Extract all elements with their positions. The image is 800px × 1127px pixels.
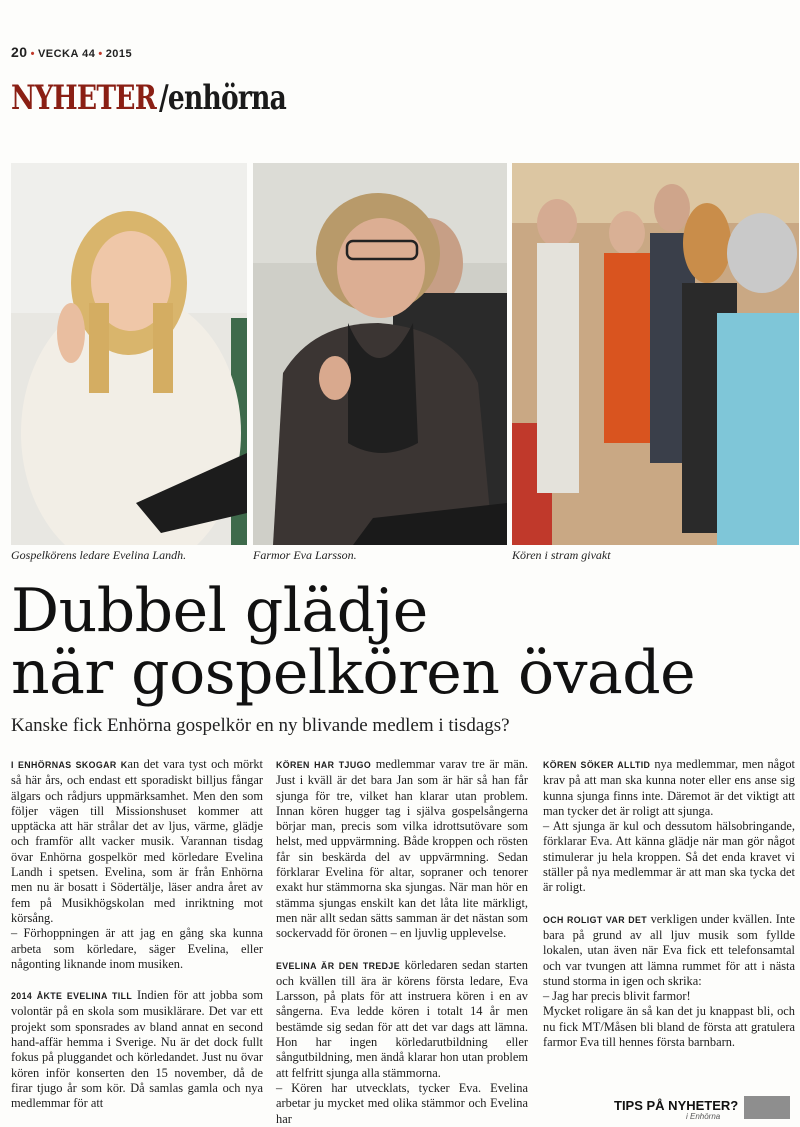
news-tips-label: TIPS PÅ NYHETER?: [614, 1098, 739, 1113]
paragraph: [11, 757, 263, 926]
paragraph-lead: OCH ROLIGT VAR DET: [543, 914, 648, 925]
headline-line-2: när gospelkören övade: [11, 638, 696, 708]
article-column-1: [11, 757, 263, 1112]
headline-line-1: Dubbel glädje: [11, 576, 428, 646]
paragraph: [276, 757, 528, 942]
photo-caption-2: Farmor Eva Larsson.: [253, 548, 357, 562]
issue-year: 2015: [105, 48, 133, 60]
photo-caption-1: Gospelkörens ledare Evelina Landh.: [11, 548, 187, 562]
issue-week: VECKA 44: [37, 48, 96, 60]
section-primary: NYHETER: [11, 78, 156, 118]
paragraph-lead: EVELINA ÄR DEN TREDJE: [276, 960, 400, 971]
paragraph: [276, 958, 528, 1081]
paragraph-lead: KÖREN HAR TJUGO: [276, 760, 372, 770]
paragraph-text: an det vara tyst och mörkt så här års, och endast ett sporadiskt billjus fångar älgars och rådjurs uppmärksamhet. Men den som följer vägen till Missionshuset kommer att upptäcka att här strålar det av ljus, värme, glädje och framför allt vacker musik. Varannan tisdag övar Enhörna gospelkör med körledare Evelina Landh i spetsen. Evelina, som är från Enhörna men nu är bosatt i Södertälje, läser andra året av fem på Musikhögskolan med inriktning mot körsång.: [11, 757, 264, 925]
paragraph-text: medlemmar varav tre är män. Just i kväll är det bara Jan som är här så han får sjunga för tre, vilket han klarar utan problem. Innan kören hugger tag i själva gospelsångerna börjar man, precis som vilka idrottsutövare som helst, med uppvärmning. Både kroppen och rösten får sin beskärda del av uppvärmning. Sedan förklarar Evelina för altar, sopraner och tenorer exakt hur stämmorna ska sjungas. När man hör en stämma sjungas enskilt kan det låta lite märkligt, men när allt sedan sätts samman är det nästan som sockervadd för öronen – en ljuvlig upplevelse.: [276, 757, 528, 941]
photo-caption-3: Kören i stram givakt: [512, 548, 611, 562]
section-secondary: /enhörna: [158, 78, 286, 118]
paragraph: – Kören har utvecklats, tycker Eva. Evelina arbetar ju mycket med olika stämmor och Evelina har: [276, 1080, 528, 1126]
photo-choir-group: [512, 163, 799, 545]
paragraph: – Jag har precis blivit farmor!: [543, 989, 691, 1004]
paragraph: [543, 757, 795, 819]
page-number: 20: [11, 44, 28, 60]
paragraph-text: körledaren sedan starten och kvällen till ära är körens första ledare, Eva Larsson, på plats för att instruera kören i en av sångerna. Eva ledde kören i totalt 14 år men bestämde sig sedan för att det var dags att lämna. Hon har ingen körledarutbildning eller sångutbildning, men ändå klarar hon utan problem att felfritt sjunga alla stämmorna.: [276, 957, 528, 1080]
paragraph-lead: I ENHÖRNAS SKOGAR K: [11, 760, 128, 770]
article-column-3: [543, 757, 795, 1050]
photo-choir-leader: [11, 163, 247, 545]
paragraph-text: verkligen under kvällen. Inte bara på grund av all ljuv musik som fyllde lokalen, utan även när Eva fick ett telefonsamtal och var tvungen att lämna rummet för att i nästa stund storma in igen och skrika:: [543, 911, 795, 988]
paragraph: [11, 988, 263, 1111]
news-tips-image: [744, 1096, 790, 1119]
news-tips-sub: i Enhörna: [686, 1112, 721, 1121]
photo-eva-larsson: [253, 163, 507, 545]
article-column-2: [276, 757, 528, 1127]
page-folio: 20 • VECKA 44 • 2015: [11, 44, 133, 60]
paragraph: – Att sjunga är kul och dessutom hälsobringande, förklarar Eva. Att känna glädje när man gör något stimulerar ju hela kroppen. Så det enda kravet vi ställer på nya medlemmar är att man ska tycka det är roligt.: [543, 819, 795, 895]
ingress: Kanske fick Enhörna gospelkör en ny blivande medlem i tisdags?: [11, 715, 510, 736]
paragraph: – Förhoppningen är att jag en gång ska kunna arbeta som körledare, säger Evelina, eller någonting liknande inom musiken.: [11, 926, 263, 971]
paragraph-lead: KÖREN SÖKER ALLTID: [543, 760, 651, 770]
paragraph-text: Indien för att jobba som volontär på en skola som musiklärare. Det var ett projekt som sponsrades av bland annat en second hand-affär hemma i Sverige. Nu är det dock fullt fokus på pluggandet och körledandet. Just nu övar kören inför konserten den 15 november, då de firar tjugo år som kör. Då samlas gamla och nya medlemmar för att: [11, 988, 263, 1111]
paragraph-lead: 2014 ÅKTE EVELINA TILL: [11, 991, 133, 1002]
paragraph: [543, 912, 795, 989]
paragraph: Mycket roligare än så kan det ju knappast bli, och nu fick MT/Måsen bli bland de första att gratulera farmor Eva till hennes första barnbarn.: [543, 1004, 795, 1050]
headline: [11, 576, 696, 708]
section-heading: [11, 78, 322, 118]
paragraph-text: nya medlemmar, men något krav på att man ska kunna noter eller ens anse sig kunna sjunga finns inte. Däremot är det viktigt att man tycker det är roligt att sjunga.: [543, 757, 795, 818]
